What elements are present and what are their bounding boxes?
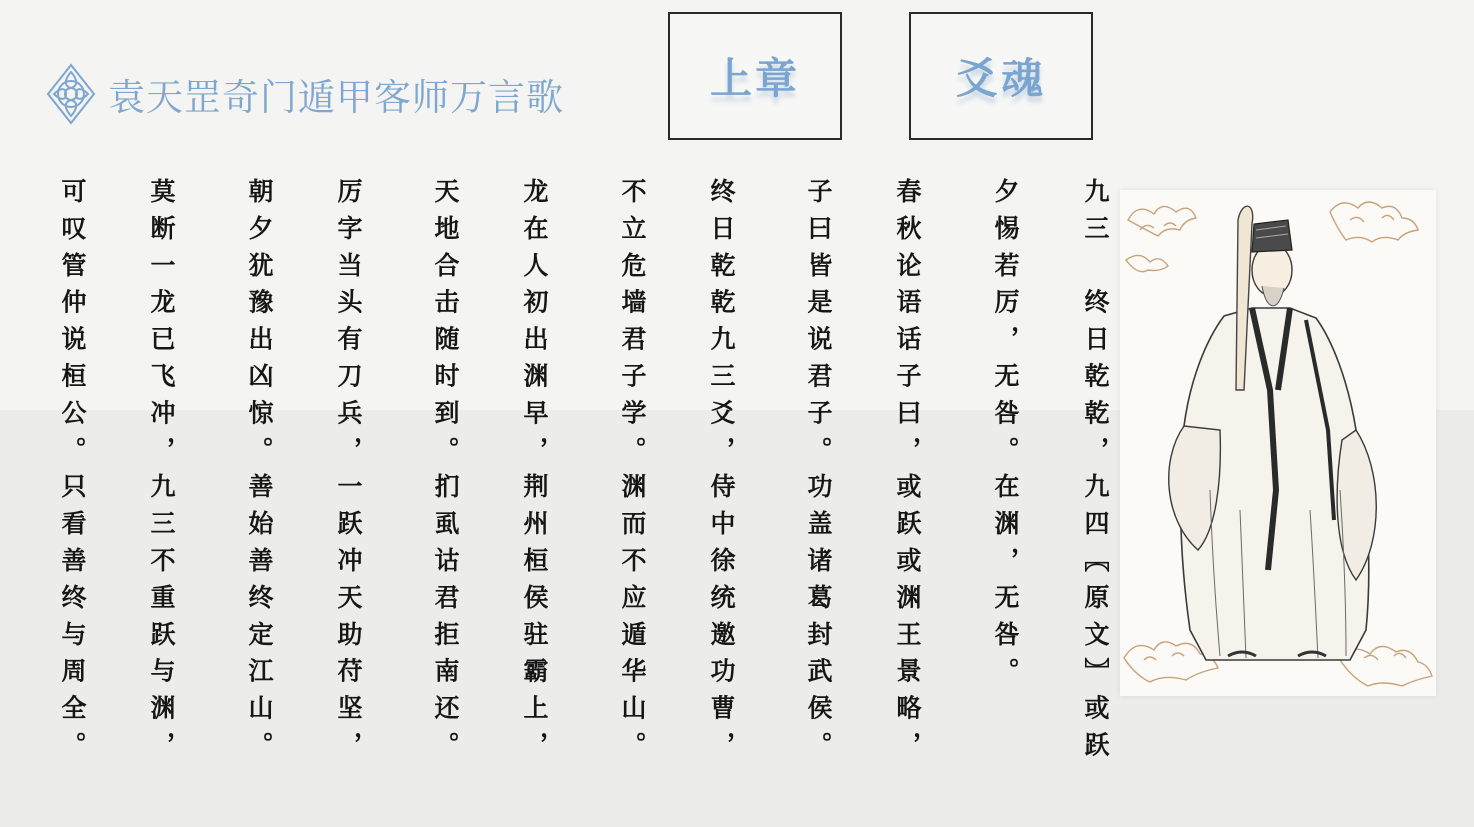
verse-column: 厉字当头有刀兵，一跃冲天助苻坚， (334, 178, 363, 769)
yao-soul-button[interactable] (909, 12, 1093, 140)
yao-soul-label: 爻魂 (955, 54, 1046, 103)
verse-column: 龙在人初出渊早，荆州桓侯驻霸上， (520, 178, 549, 769)
verse-column: 天地合击随时到。扪虱诂君拒南还。 (431, 178, 460, 769)
page-title: 袁天罡奇门遁甲客师万言歌 (108, 76, 564, 119)
verse-column: 春秋论语话子曰，或跃或渊王景略， (893, 178, 922, 769)
ornament-flower-icon (44, 62, 98, 126)
verse-column: 夕惕若厉，无咎。在渊，无咎。 (991, 178, 1020, 695)
scholar-portrait-image (1120, 190, 1436, 696)
header (44, 62, 564, 126)
verse-column: 朝夕犹豫出凶惊。善始善终定江山。 (245, 178, 274, 769)
prev-chapter-label: 上章 (709, 54, 800, 103)
prev-chapter-button[interactable] (668, 12, 842, 140)
verse-column: 子曰皆是说君子。功盖诸葛封武侯。 (804, 178, 833, 769)
verse-column: 终日乾乾九三爻，侍中徐统邀功曹， (707, 178, 736, 769)
verse-column: 不立危墙君子学。渊而不应遁华山。 (618, 178, 647, 769)
verse-column: 九三 终日乾乾，九四〖原文〗或跃 (1081, 178, 1110, 769)
verse-column: 可叹管仲说桓公。只看善终与周全。 (58, 178, 87, 769)
verse-column: 莫断一龙已飞冲，九三不重跃与渊， (147, 178, 176, 769)
